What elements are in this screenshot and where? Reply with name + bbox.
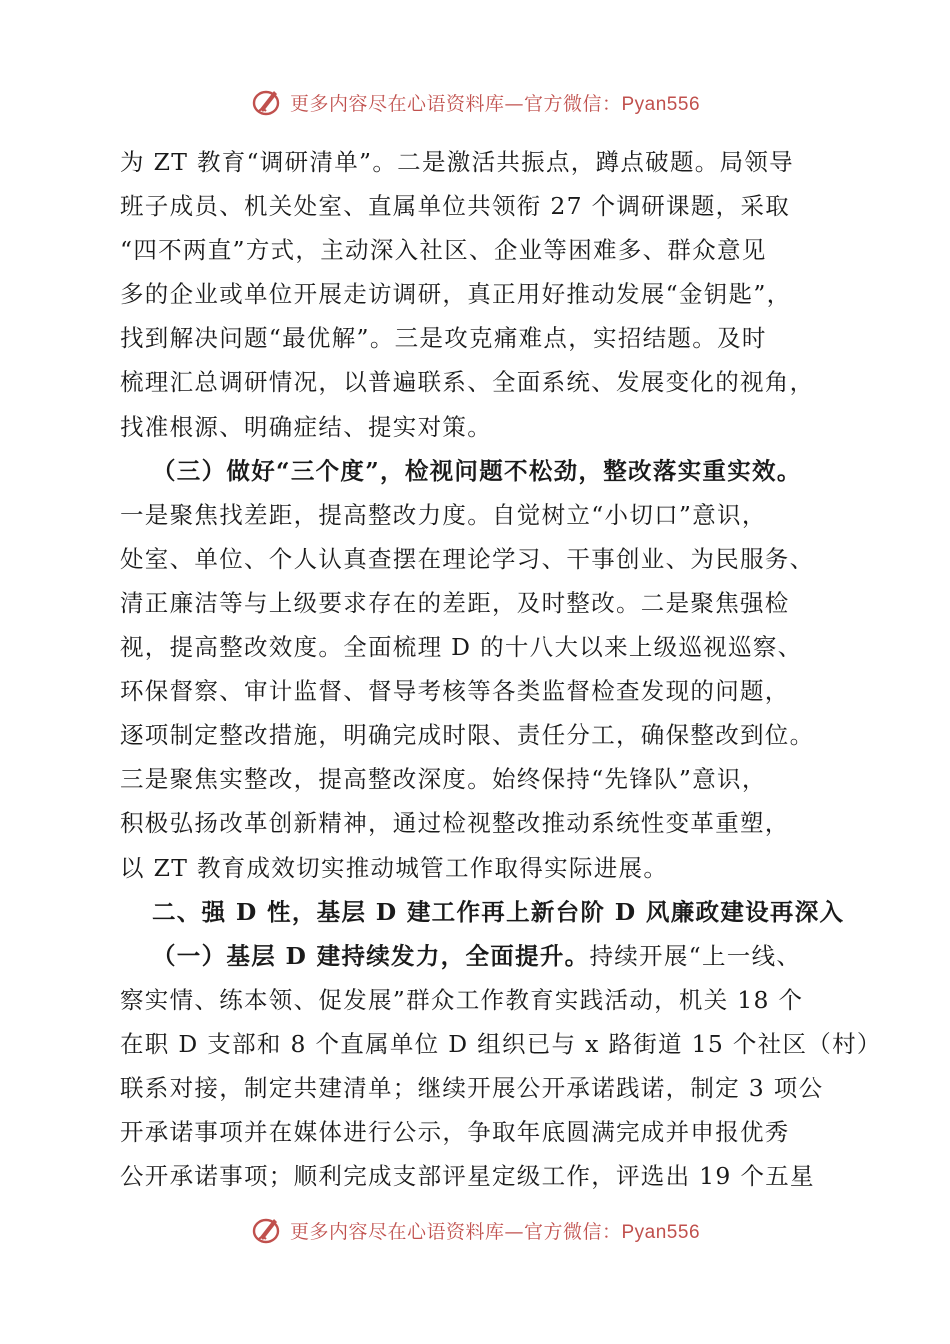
text-line: 清正廉洁等与上级要求存在的差距，及时整改。二是聚焦强检 <box>120 588 790 617</box>
text-line: 三是聚焦实整改，提高整改深度。始终保持“先锋队”意识， <box>120 765 767 794</box>
watermark-banner-top <box>0 82 950 122</box>
pen-logo-icon <box>250 85 284 119</box>
chapter-heading: 二、强 D 性，基层 D 建工作再上新台阶 D 风廉政建设再深入 <box>152 897 845 926</box>
text-line: 公开承诺事项；顺利完成支部评星定级工作，评选出 19 个五星 <box>120 1162 815 1191</box>
text-line: 逐项制定整改措施，明确完成时限、责任分工，确保整改到位。 <box>120 721 815 750</box>
subsection-line <box>120 934 840 978</box>
text-line: 持续开展“上一线、 <box>589 941 802 970</box>
text-line: 多的企业或单位开展走访调研，真正用好推动发展“金钥匙”， <box>120 280 792 309</box>
text-line: 环保督察、审计监督、督导考核等各类监督检查发现的问题， <box>120 677 790 706</box>
text-line: 找到解决问题“最优解”。三是攻克痛难点，实招结题。及时 <box>120 324 767 353</box>
text-line: 积极弘扬改革创新精神，通过检视整改推动系统性变革重塑， <box>120 809 790 838</box>
text-line: 班子成员、机关处室、直属单位共领衔 27 个调研课题，采取 <box>120 192 791 221</box>
text-line: 找准根源、明确症结、提实对策。 <box>120 412 492 441</box>
text-line: 以 ZT 教育成效切实推动城管工作取得实际进展。 <box>120 853 669 882</box>
text-line: 在职 D 支部和 8 个直属单位 D 组织已与 x 路街道 15 个社区（村） <box>120 1029 882 1058</box>
text-line: 察实情、练本领、促发展”群众工作教育实践活动，机关 18 个 <box>120 985 804 1014</box>
watermark-text: 更多内容尽在心语资料库—官方微信：Pyan556 <box>289 1220 701 1243</box>
text-line: 联系对接，制定共建清单；继续开展公开承诺践诺，制定 3 项公 <box>120 1073 824 1102</box>
subsection-heading: （一）基层 D 建持续发力，全面提升。 <box>152 941 590 970</box>
text-line: 为 ZT 教育“调研清单”。二是激活共振点，蹲点破题。局领导 <box>120 148 794 176</box>
text-line: 视，提高整改效度。全面梳理 D 的十八大以来上级巡视巡察、 <box>120 633 803 662</box>
text-line: “四不两直”方式，主动深入社区、企业等困难多、群众意见 <box>120 236 767 265</box>
text-line: 处室、单位、个人认真查摆在理论学习、干事创业、为民服务、 <box>120 544 815 573</box>
watermark-banner-bottom <box>0 1210 950 1250</box>
document-body <box>120 140 882 1198</box>
text-line: 梳理汇总调研情况，以普遍联系、全面系统、发展变化的视角， <box>120 368 815 397</box>
section-heading: （三）做好“三个度”，检视问题不松劲，整改落实重实效。 <box>152 456 802 485</box>
pen-logo-icon <box>250 1213 284 1247</box>
watermark-text: 更多内容尽在心语资料库—官方微信：Pyan556 <box>289 92 701 115</box>
text-line: 一是聚焦找差距，提高整改力度。自觉树立“小切口”意识， <box>120 500 767 529</box>
text-line: 开承诺事项并在媒体进行公示，争取年底圆满完成并申报优秀 <box>120 1118 790 1147</box>
